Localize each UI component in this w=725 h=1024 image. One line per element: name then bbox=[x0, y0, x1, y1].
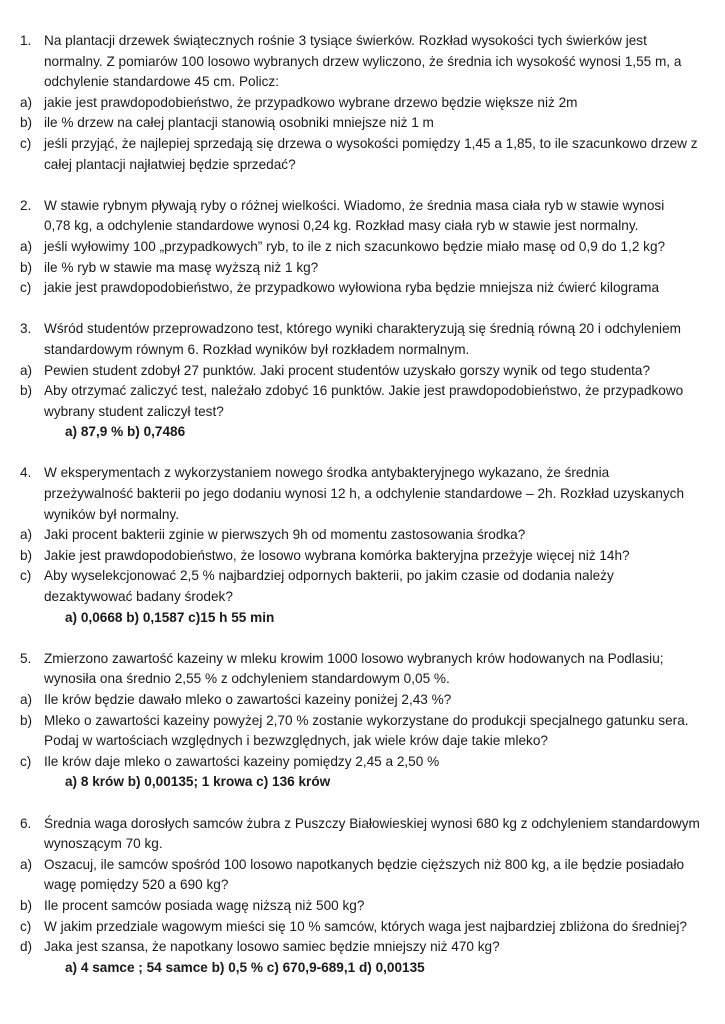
line-text: wynoszącym 70 kg. bbox=[44, 836, 163, 852]
line-text: dezaktywować badany środek? bbox=[44, 589, 233, 605]
problem-block bbox=[0, 196, 725, 299]
problem-block bbox=[0, 463, 725, 628]
problem-line bbox=[0, 484, 725, 505]
spacer bbox=[0, 299, 725, 320]
spacer bbox=[0, 175, 725, 196]
list-marker: c) bbox=[20, 135, 32, 151]
problem-line bbox=[0, 155, 725, 176]
problem-line bbox=[0, 402, 725, 423]
line-text: Podaj w wartościach względnych i bezwzględnych, jak wiele krów daje takie mleko? bbox=[44, 733, 548, 749]
problem-line bbox=[0, 216, 725, 237]
problem-line bbox=[0, 731, 725, 752]
line-text: przeżywalność bakterii po jego dodaniu wynosi 12 h, a odchylenie standardowe – 2h. Rozkład uzyskanych bbox=[44, 486, 685, 502]
problem-line bbox=[0, 258, 725, 279]
list-marker: a) bbox=[20, 362, 33, 378]
problem-statement-line bbox=[0, 31, 725, 52]
list-marker: a) bbox=[20, 527, 33, 543]
problem-statement-line bbox=[0, 463, 725, 484]
line-text: jeśli przyjąć, że najlepiej sprzedają się drzewa o wysokości pomiędzy 1,45 a 1,85, to ile szacunkowo drzew z bbox=[44, 135, 698, 151]
line-text: Jakie jest prawdopodobieństwo, że losowo wybrana komórka bakteryjna przeżyje więcej niż 14h? bbox=[44, 547, 630, 563]
problem-line bbox=[0, 917, 725, 938]
line-text: jakie jest prawdopodobieństwo, że przypadkowo wybrane drzewo będzie większe niż 2m bbox=[44, 94, 578, 110]
line-text: W stawie rybnym pływają ryby o różnej wielkości. Wiadomo, że średnia masa ciała ryb w stawie wynosi bbox=[44, 197, 665, 213]
list-marker: a) bbox=[20, 238, 33, 254]
list-marker: 5. bbox=[20, 650, 32, 666]
problem-line bbox=[0, 546, 725, 567]
line-text: odchylenie standardowe 45 cm. Policz: bbox=[44, 74, 279, 90]
problem-block bbox=[0, 649, 725, 793]
problem-line bbox=[0, 855, 725, 876]
line-text: 0,78 kg, a odchylenie standardowe wynosi 0,24 kg. Rozkład masy ciała ryb w stawie jest normalny. bbox=[44, 218, 639, 234]
list-marker: d) bbox=[20, 939, 33, 955]
line-text: ile % ryb w stawie ma masę wyższą niż 1 kg? bbox=[44, 259, 319, 275]
line-text: Ile krów daje mleko o zawartości kazeiny pomiędzy 2,45 a 2,50 % bbox=[44, 753, 440, 769]
line-text: całej plantacji najłatwiej będzie sprzedać? bbox=[44, 156, 296, 172]
problem-line bbox=[0, 587, 725, 608]
problem-line bbox=[0, 690, 725, 711]
problem-line bbox=[0, 711, 725, 732]
list-marker: b) bbox=[20, 115, 33, 131]
problem-line bbox=[0, 505, 725, 526]
list-marker: b) bbox=[20, 259, 33, 275]
line-text: Jaki procent bakterii zginie w pierwszych 9h od momentu zastosowania środka? bbox=[44, 527, 526, 543]
list-marker: 1. bbox=[20, 33, 32, 48]
problem-line bbox=[0, 669, 725, 690]
answer-text: a) 0,0668 b) 0,1587 c)15 h 55 min bbox=[65, 609, 275, 625]
list-marker: a) bbox=[20, 856, 33, 872]
list-marker: 2. bbox=[20, 197, 32, 213]
line-text: W jakim przedziale wagowym mieści się 10 % samców, których waga jest najbardziej zbliżona do średniej? bbox=[44, 918, 687, 934]
problem-line bbox=[0, 752, 725, 773]
problem-line bbox=[0, 278, 725, 299]
spacer bbox=[0, 628, 725, 649]
line-text: W eksperymentach z wykorzystaniem nowego środka antybakteryjnego wykazano, że średnia bbox=[44, 465, 610, 481]
list-marker: b) bbox=[20, 897, 33, 913]
problem-line bbox=[0, 937, 725, 958]
problem-line bbox=[0, 361, 725, 382]
problem-line bbox=[0, 134, 725, 155]
line-text: Aby wyselekcjonować 2,5 % najbardziej odpornych bakterii, po jakim czasie od dodania należy bbox=[44, 568, 614, 584]
problem-statement-line bbox=[0, 649, 725, 670]
spacer bbox=[0, 443, 725, 464]
line-text: Oszacuj, ile samców spośród 100 losowo napotkanych będzie cięższych niż 800 kg, a ile będzie posiadało bbox=[44, 856, 685, 872]
list-marker: a) bbox=[20, 94, 33, 110]
line-text: Aby otrzymać zaliczyć test, należało zdobyć 16 punktów. Jakie jest prawdopodobieństwo, że przypadkowo bbox=[44, 383, 684, 399]
answer-line bbox=[0, 958, 725, 979]
line-text: standardowym równym 6. Rozkład wyników był rozkładem normalnym. bbox=[44, 341, 470, 357]
line-text: jeśli wyłowimy 100 „przypadkowych” ryb, to ile z nich szacunkowo będzie miało masę od 0,9 do 1,2 kg? bbox=[44, 238, 666, 254]
problem-line bbox=[0, 896, 725, 917]
answer-text: a) 4 samce ; 54 samce b) 0,5 % c) 670,9-689,1 d) 0,00135 bbox=[65, 959, 425, 975]
problem-statement-line bbox=[0, 196, 725, 217]
list-marker: c) bbox=[20, 568, 32, 584]
list-marker: b) bbox=[20, 712, 33, 728]
line-text: wynosiła ona średnio 2,55 % z odchyleniem standardowym 0,05 %. bbox=[44, 671, 450, 687]
problem-block bbox=[0, 319, 725, 443]
line-text: Ile krów będzie dawało mleko o zawartości kazeiny poniżej 2,43 %? bbox=[44, 692, 452, 707]
problem-line bbox=[0, 93, 725, 114]
line-text: Na plantacji drzewek świątecznych rośnie 3 tysiące świerków. Rozkład wysokości tych świerków jest bbox=[44, 33, 647, 48]
document-page bbox=[0, 31, 725, 978]
answer-text: a) 8 krów b) 0,00135; 1 krowa c) 136 krów bbox=[65, 774, 331, 790]
line-text: jakie jest prawdopodobieństwo, że przypadkowo wyłowiona ryba będzie mniejsza niż ćwierć kilograma bbox=[44, 280, 660, 296]
problem-line bbox=[0, 381, 725, 402]
problem-line bbox=[0, 72, 725, 93]
problem-block bbox=[0, 31, 725, 175]
list-marker: c) bbox=[20, 918, 32, 934]
answer-line bbox=[0, 608, 725, 629]
problem-line bbox=[0, 52, 725, 73]
spacer bbox=[0, 793, 725, 814]
list-marker: a) bbox=[20, 692, 33, 707]
line-text: Wśród studentów przeprowadzono test, którego wyniki charakteryzują się średnią równą 20 i odchyleniem bbox=[44, 321, 681, 337]
problem-line bbox=[0, 113, 725, 134]
line-text: wyników był normalny. bbox=[44, 506, 179, 522]
problem-line bbox=[0, 566, 725, 587]
line-text: Jaka jest szansa, że napotkany losowo samiec będzie mniejszy niż 470 kg? bbox=[44, 939, 500, 955]
line-text: Mleko o zawartości kazeiny powyżej 2,70 % zostanie wykorzystane do produkcji specjalnego gatunku sera. bbox=[44, 712, 689, 728]
line-text: wagę pomiędzy 520 a 690 kg? bbox=[44, 877, 229, 893]
line-text: Pewien student zdobył 27 punktów. Jaki procent studentów uzyskało gorszy wynik od tego studenta? bbox=[44, 362, 651, 378]
line-text: Ile procent samców posiada wagę niższą niż 500 kg? bbox=[44, 897, 365, 913]
problem-line bbox=[0, 340, 725, 361]
list-marker: c) bbox=[20, 280, 32, 296]
list-marker: b) bbox=[20, 383, 33, 399]
problem-block bbox=[0, 814, 725, 979]
problem-line bbox=[0, 525, 725, 546]
problem-line bbox=[0, 875, 725, 896]
line-text: wybrany student zaliczył test? bbox=[44, 403, 224, 419]
answer-text: a) 87,9 % b) 0,7486 bbox=[65, 424, 186, 440]
answer-line bbox=[0, 422, 725, 443]
problem-line bbox=[0, 834, 725, 855]
list-marker: b) bbox=[20, 547, 33, 563]
line-text: ile % drzew na całej plantacji stanowią osobniki mniejsze niż 1 m bbox=[44, 115, 434, 131]
line-text: normalny. Z pomiarów 100 losowo wybranych drzew wyliczono, że średnia ich wysokość wynosi 1,55 m, a bbox=[44, 53, 682, 69]
list-marker: 4. bbox=[20, 465, 32, 481]
problem-statement-line bbox=[0, 814, 725, 835]
problem-line bbox=[0, 237, 725, 258]
list-marker: 6. bbox=[20, 815, 32, 831]
problem-statement-line bbox=[0, 319, 725, 340]
list-marker: 3. bbox=[20, 321, 32, 337]
line-text: Zmierzono zawartość kazeiny w mleku krowim 1000 losowo wybranych krów hodowanych na Podlasiu; bbox=[44, 650, 664, 666]
line-text: Średnia waga dorosłych samców żubra z Puszczy Białowieskiej wynosi 680 kg z odchyleniem standardowym bbox=[44, 815, 700, 831]
list-marker: c) bbox=[20, 753, 32, 769]
answer-line bbox=[0, 772, 725, 793]
